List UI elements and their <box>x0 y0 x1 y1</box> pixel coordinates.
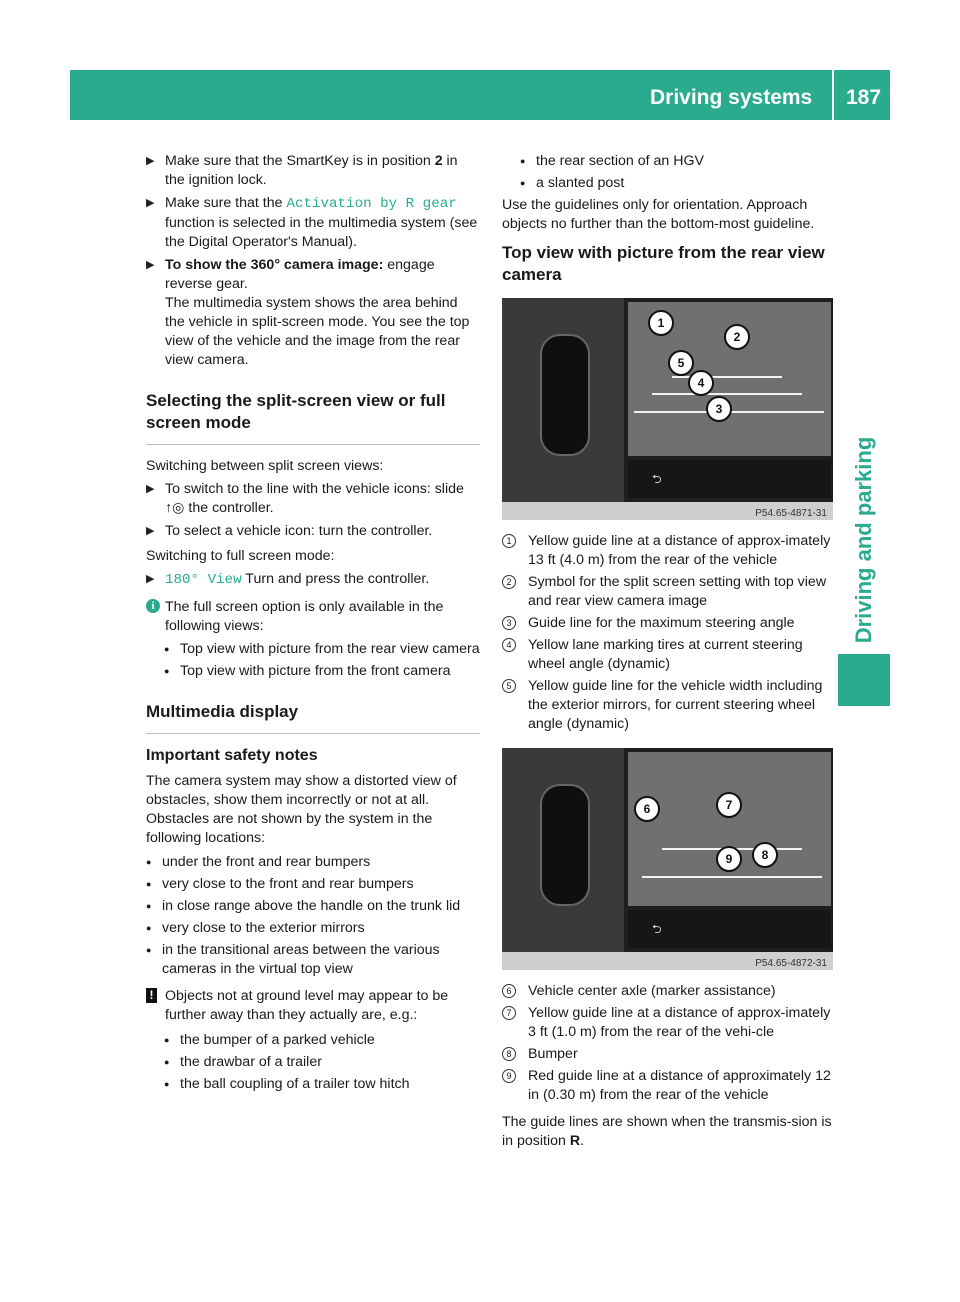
step-180-view: ▶ 180° View Turn and press the controller. <box>146 570 480 590</box>
callout-4: 4 <box>688 370 714 396</box>
list-item: ● a slanted post <box>520 174 836 193</box>
info-note: i The full screen option is only available in the following views: <box>146 598 480 636</box>
legend-item: 5 Yellow guide line for the vehicle width including the exterior mirrors, for current steering wheel angle (dynamic) <box>502 677 836 734</box>
section-title: Driving systems <box>650 86 813 109</box>
info-icon: i <box>146 599 160 613</box>
legend-item: 2 Symbol for the split screen setting with top view and rear view camera image <box>502 573 836 611</box>
legend-item: 6 Vehicle center axle (marker assistance) <box>502 982 836 1001</box>
callout-9: 9 <box>716 846 742 872</box>
menu-item-180-view: 180° View <box>165 572 242 588</box>
list-item: ● in the transitional areas between the various cameras in the virtual top view <box>146 941 480 979</box>
callout-6: 6 <box>634 796 660 822</box>
warning-icon: ! <box>146 988 157 1003</box>
side-tab-label: Driving and parking <box>851 436 876 644</box>
list-item: ● the drawbar of a trailer <box>164 1053 480 1072</box>
list-item: ● Top view with picture from the rear view camera <box>164 640 480 659</box>
safety-paragraph: The camera system may show a distorted view of obstacles, show them incorrectly or not at all. Obstacles are not shown by the system in the following locations: <box>146 773 457 846</box>
heading-top-view: Top view with picture from the rear view camera <box>502 243 825 284</box>
list-item: ● very close to the exterior mirrors <box>146 919 480 938</box>
rear-camera-panel <box>628 752 831 906</box>
right-column <box>502 152 836 1151</box>
callout-5: 5 <box>668 350 694 376</box>
legend-item: 9 Red guide line at a distance of approximately 12 in (0.30 m) from the rear of the vehicle <box>502 1067 836 1105</box>
legend-item: 4 Yellow lane marking tires at current steering wheel angle (dynamic) <box>502 636 836 674</box>
legend-item: 3 Guide line for the maximum steering angle <box>502 614 836 633</box>
list-item: ● the bumper of a parked vehicle <box>164 1031 480 1050</box>
list-item: ● under the front and rear bumpers <box>146 853 480 872</box>
switch-intro: Switching between split screen views: <box>146 458 384 474</box>
heading-split-screen: Selecting the split-screen view or full screen mode <box>146 390 480 445</box>
header-divider <box>832 70 834 120</box>
image-code: P54.65-4871-31 <box>755 508 827 519</box>
step-show-360: ▶ To show the 360° camera image: engage reverse gear. The multimedia system shows the area behind the vehicle in split-screen mode. You see the top view of the vehicle and the image from the rear view camera. <box>146 256 480 370</box>
warning-note: ! Objects not at ground level may appear to be further away than they actually are, e.g.: <box>146 987 480 1025</box>
list-item: ● the ball coupling of a trailer tow hitch <box>164 1075 480 1094</box>
step-slide-controller: ▶ To switch to the line with the vehicle icons: slide ↑◎ the controller. <box>146 480 480 518</box>
side-tab-marker <box>838 654 890 706</box>
callout-7: 7 <box>716 792 742 818</box>
full-intro: Switching to full screen mode: <box>146 548 335 564</box>
list-item: ● the rear section of an HGV <box>520 152 836 171</box>
vehicle-icon <box>540 784 590 906</box>
step-smartkey: ▶ Make sure that the SmartKey is in position 2 in the ignition lock. <box>146 152 480 190</box>
controller-icon: ↑◎ <box>165 500 185 516</box>
step-select-icon: ▶ To select a vehicle icon: turn the controller. <box>146 522 480 541</box>
back-icon: ⮌ <box>652 472 662 486</box>
page-number: 187 <box>846 86 882 109</box>
vehicle-icon <box>540 334 590 456</box>
callout-2: 2 <box>724 324 750 350</box>
step-activation: ▶ Make sure that the Activation by R gear function is selected in the multimedia system (see the Digital Operator's Manual). <box>146 194 480 252</box>
heading-multimedia: Multimedia display <box>146 701 480 734</box>
heading-safety: Important safety notes <box>146 747 318 764</box>
list-item: ● Top view with picture from the front camera <box>164 662 480 681</box>
camera-screenshot-1 <box>502 298 833 520</box>
guide-line <box>652 393 802 395</box>
final-paragraph: The guide lines are shown when the transmis-sion is in position R. <box>502 1114 832 1149</box>
side-tab <box>838 128 890 1298</box>
callout-1: 1 <box>648 310 674 336</box>
camera-screenshot-2 <box>502 748 833 970</box>
back-icon: ⮌ <box>652 922 662 936</box>
legend-item: 7 Yellow guide line at a distance of approx-imately 3 ft (1.0 m) from the rear of the vehi-cle <box>502 1004 836 1042</box>
legend-item: 1 Yellow guide line at a distance of approx-imately 13 ft (4.0 m) from the rear of the vehicle <box>502 532 836 570</box>
legend-item: 8 Bumper <box>502 1045 836 1064</box>
image-code: P54.65-4872-31 <box>755 958 827 969</box>
list-item: ● in close range above the handle on the trunk lid <box>146 897 480 916</box>
callout-3: 3 <box>706 396 732 422</box>
list-item: ● very close to the front and rear bumpers <box>146 875 480 894</box>
left-column <box>146 152 480 1097</box>
guide-line <box>642 876 822 878</box>
menu-item-activation-by-r-gear: Activation by R gear <box>286 196 457 212</box>
callout-8: 8 <box>752 842 778 868</box>
guidelines-paragraph: Use the guidelines only for orientation. Approach objects no further than the bottom-most guideline. <box>502 197 815 232</box>
